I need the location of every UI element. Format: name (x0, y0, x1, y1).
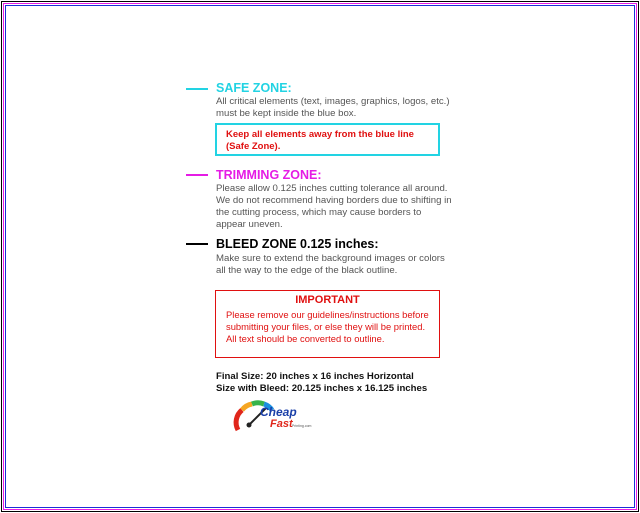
bleed-zone-text-2: all the way to the edge of the black outline. (216, 265, 398, 276)
safe-zone-note-1: Keep all elements away from the blue line (226, 129, 414, 140)
safe-zone-text-1: All critical elements (text, images, graphics, logos, etc.) (216, 96, 450, 107)
important-text-3: All text should be converted to outline. (226, 333, 385, 344)
trimming-zone-legend-line (186, 174, 208, 176)
logo-tagline: Printing.com (292, 424, 312, 428)
trimming-zone-text-3: the cutting process, which may cause borders to (216, 207, 422, 218)
important-box (215, 290, 440, 358)
trimming-zone-text-4: appear uneven. (216, 219, 283, 230)
safe-zone-legend-line (186, 88, 208, 90)
logo-word-cheap: Cheap (260, 405, 297, 419)
important-text-2: submitting your files, or else they will be printed. (226, 321, 426, 332)
important-title: IMPORTANT (295, 294, 360, 306)
bleed-zone-text-1: Make sure to extend the background images or colors (216, 253, 445, 264)
safe-zone-note-box (215, 123, 440, 156)
trimming-zone-heading: TRIMMING ZONE: (216, 168, 322, 182)
trimming-zone-text-2: We do not recommend having borders due to shifting in (216, 195, 452, 206)
logo-word-fast: Fast (270, 418, 293, 430)
cheap-fast-printing-logo (230, 396, 320, 436)
final-size: Final Size: 20 inches x 16 inches Horizontal (216, 371, 414, 382)
safe-zone-heading: SAFE ZONE: (216, 81, 292, 95)
bleed-zone-legend-line (186, 243, 208, 245)
safe-zone-note-2: (Safe Zone). (226, 141, 281, 152)
safe-zone-text-2: must be kept inside the blue box. (216, 108, 357, 119)
trimming-zone-text-1: Please allow 0.125 inches cutting tolerance all around. (216, 183, 448, 194)
bleed-zone-heading: BLEED ZONE 0.125 inches: (216, 237, 379, 251)
size-with-bleed: Size with Bleed: 20.125 inches x 16.125 inches (216, 383, 428, 394)
important-text-1: Please remove our guidelines/instructions before (226, 309, 429, 320)
